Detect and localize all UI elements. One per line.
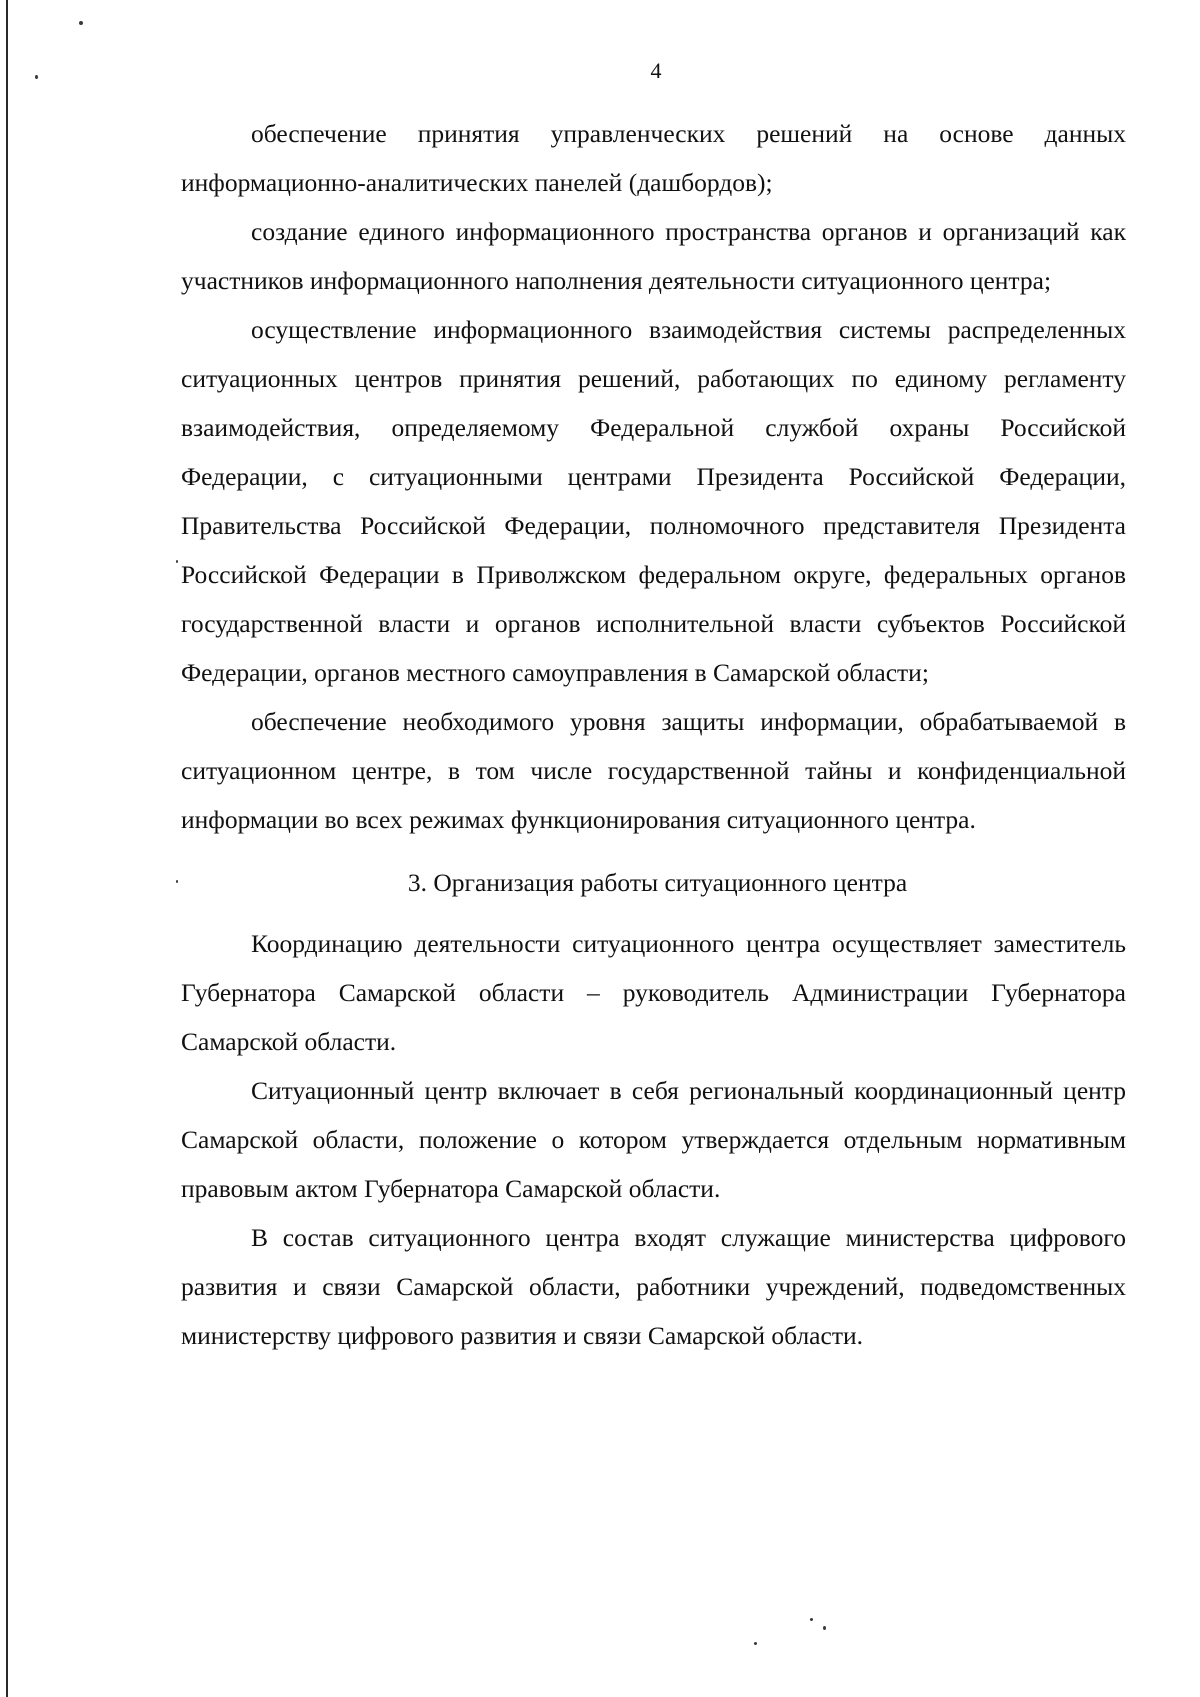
page-number: 4 bbox=[650, 58, 662, 83]
paragraph: Ситуационный центр включает в себя региональный координационный центр Самарской области, положение о котором утверждается отдельным нормативным правовым актом Губернатора Самарской области. bbox=[181, 1076, 1126, 1203]
paragraph: В состав ситуационного центра входят служащие министерства цифрового развития и связи Самарской области, работники учреждений, подведомственных министерству цифрового развития и связи Самарской области. bbox=[181, 1223, 1126, 1350]
scan-speck bbox=[79, 21, 83, 25]
scan-speck bbox=[176, 880, 178, 883]
section-heading: 3. Организация работы ситуационного центра bbox=[407, 868, 908, 897]
paragraph: Координацию деятельности ситуационного центра осуществляет заместитель Губернатора Самарской области – руководитель Администрации Губернатора Самарской области. bbox=[181, 929, 1126, 1056]
paragraph: осуществление информационного взаимодействия системы распределенных ситуационных центров принятия решений, работающих по единому регламенту взаимодействия, определяемому Федеральной службой охраны Российской Федерации, с ситуационными центрами Президента Российской Федерации, Правительства Российской Федерации, полномочного представителя Президента Российской Федерации в Приволжском федеральном округе, федеральных органов государственной власти и органов исполнительной власти субъектов Российской Федерации, органов местного самоуправления в Самарской области; bbox=[181, 315, 1126, 687]
paragraph: обеспечение принятия управленческих решений на основе данных информационно-аналитических панелей (дашбордов); bbox=[181, 119, 1126, 197]
scan-speck bbox=[176, 560, 178, 563]
scan-left-edge bbox=[6, 0, 8, 1697]
scan-speck bbox=[823, 1626, 826, 1630]
paragraph: создание единого информационного пространства органов и организаций как участников информационного наполнения деятельности ситуационного центра; bbox=[181, 217, 1126, 295]
paragraph: обеспечение необходимого уровня защиты информации, обрабатываемой в ситуационном центре, в том числе государственной тайны и конфиденциальной информации во всех режимах функционирования ситуационного центра. bbox=[181, 707, 1126, 834]
document-body bbox=[181, 109, 1126, 1360]
scan-speck bbox=[810, 1618, 813, 1621]
scan-speck bbox=[754, 1642, 757, 1645]
